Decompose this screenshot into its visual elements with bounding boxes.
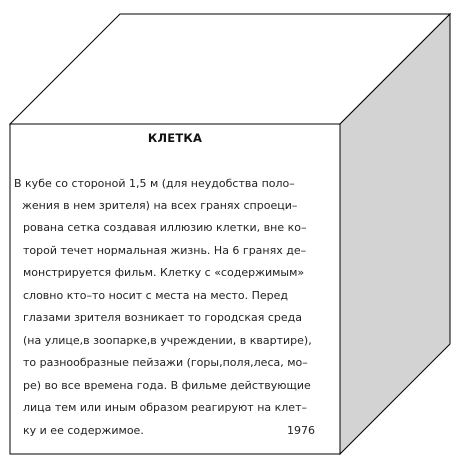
description-line: рована сетка создавая иллюзию клетки, вне ко–: [23, 221, 307, 234]
description-line: лица тем или иным образом реагируют на клет–: [23, 401, 307, 414]
description-line: ре) во все времена года. В фильме действующие: [23, 379, 311, 392]
description-line: то разнообразные пейзажи (горы,поля,леса, мо–: [23, 356, 308, 369]
title: КЛЕТКА: [147, 131, 203, 145]
description-line: В кубе со стороной 1,5 м (для неудобства поло–: [14, 177, 295, 190]
front-face-text: [10, 124, 340, 454]
description-line: словно кто–то носит с места на место. Перед: [23, 289, 289, 302]
description-line: ку и ее содержимое.: [23, 424, 144, 437]
description-line: торой течет нормальная жизнь. На 6 гранях де–: [23, 244, 307, 257]
year: 1976: [287, 424, 315, 437]
description-line: монстрируется фильм. Клетку с «содержимым»: [23, 266, 305, 279]
description-line: глазами зрителя возникает то городская среда: [23, 311, 302, 324]
description-line: (на улице,в зоопарке,в учреждении, в квартире),: [23, 334, 312, 347]
description-line: жения в нем зрителя) на всех гранях спроеци–: [22, 199, 298, 212]
